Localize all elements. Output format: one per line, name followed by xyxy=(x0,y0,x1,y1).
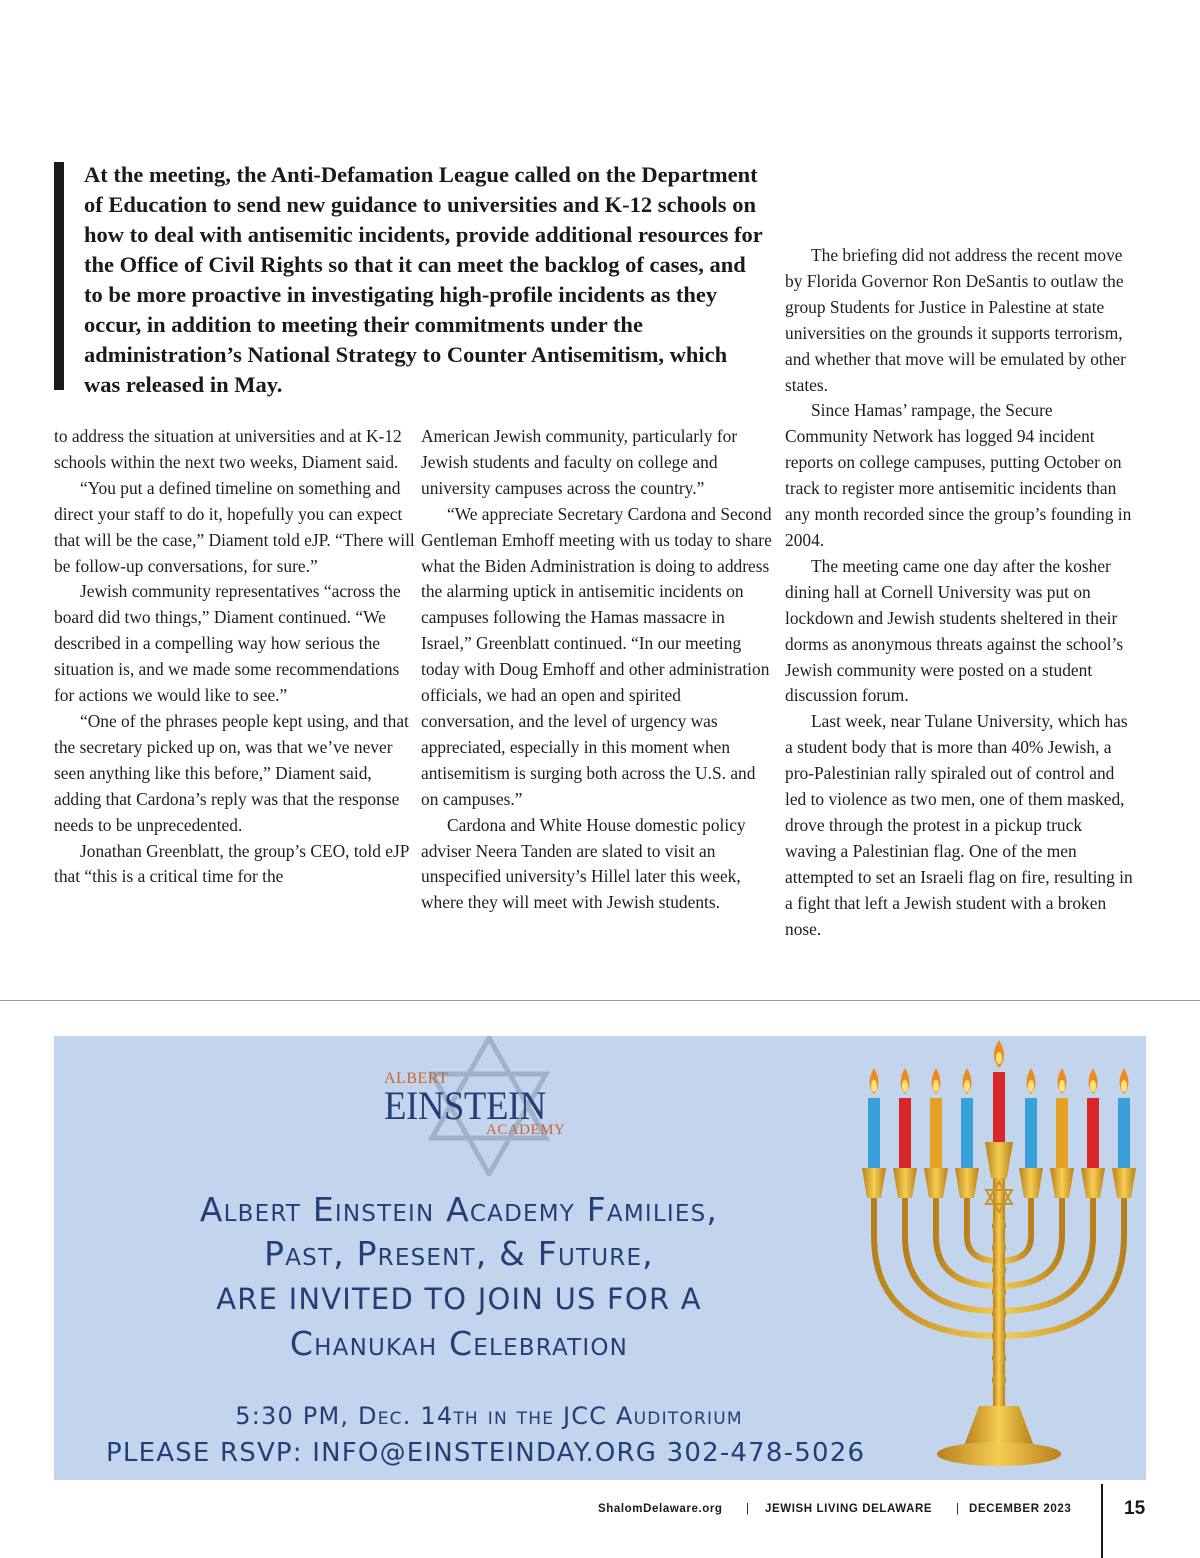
paragraph: Since Hamas’ rampage, the Secure Community Network has logged 94 incident reports on college campuses, putting October on track to register more antisemitic incidents than any month recorded since the group’s founding in 2004. xyxy=(785,400,1132,550)
paragraph: “One of the phrases people kept using, and that the secretary picked up on, was that we’ve never seen anything like this before,” Diament said, adding that Cardona’s reply was that the response needs to be unprecedented. xyxy=(54,710,409,835)
ad-event-title: Chanukah Celebration xyxy=(289,1324,629,1363)
paragraph: Cardona and White House domestic policy adviser Neera Tanden are slated to visit an unspecified university’s Hillel later this week, where they will meet with Jewish students. xyxy=(421,814,746,913)
footer-magazine-name: JEWISH LIVING DELAWARE xyxy=(765,1503,933,1515)
footer-separator: | xyxy=(956,1503,960,1515)
footer-issue-date: DECEMBER 2023 xyxy=(969,1503,1072,1515)
logo-einstein-text: EINSTEIN xyxy=(384,1083,546,1128)
chanukah-advertisement xyxy=(54,1036,1146,1480)
paragraph: to address the situation at universities and at K-12 schools within the next two weeks, Diament said. xyxy=(54,426,402,472)
ad-headline-line-2: Past, Present, & Future, xyxy=(264,1234,654,1273)
paragraph: Jonathan Greenblatt, the group’s CEO, told eJP that “this is a critical time for the xyxy=(54,840,409,887)
logo-academy-text: ACADEMY xyxy=(486,1122,566,1138)
article-column-3 xyxy=(785,243,1135,942)
ad-rsvp-contact: PLEASE RSVP: INFO@EINSTEINDAY.ORG 302-478-5026 xyxy=(106,1438,866,1468)
paragraph: “You put a defined timeline on something and direct your staff to do it, hopefully you can expect that will be the case,” Diament told eJP. “There will be follow-up conversations, for sure.” xyxy=(54,477,415,576)
footer-website: ShalomDelaware.org xyxy=(598,1503,723,1515)
section-divider xyxy=(0,1000,1200,1001)
pull-quote-text: At the meeting, the Anti-Defamation League called on the Department of Education to send new guidance to universities and K-12 schools on how to deal with antisemitic incidents, provide additional resources for the Office of Civil Rights so that it can meet the backlog of cases, and to be more proactive in investigating high-profile incidents as they occur, in addition to meeting their commitments under the administration’s National Strategy to Counter Antisemitism, which was released in May. xyxy=(84,162,763,397)
paragraph: The briefing did not address the recent move by Florida Governor Ron DeSantis to outlaw the group Students for Justice in Palestine at state universities on the grounds it supports terrorism, and whether that move will be emulated by other states. xyxy=(785,245,1126,395)
ad-headline-line-1: Albert Einstein Academy Families, xyxy=(199,1190,719,1229)
article-column-1 xyxy=(54,424,416,890)
paragraph: Last week, near Tulane University, which has a student body that is more than 40% Jewish, a pro-Palestinian rally spiraled out of control and led to violence as two men, one of them masked, drove through the protest in a pickup truck waving a Palestinian flag. One of the men attempted to set an Israeli flag on fire, resulting in a fight that left a Jewish student with a broken nose. xyxy=(785,711,1133,939)
footer-separator: | xyxy=(746,1503,750,1515)
paragraph: The meeting came one day after the kosher dining hall at Cornell University was put on lockdown and Jewish students sheltered in their dorms as anonymous threats against the school’s Jewish community were posted on a student discussion forum. xyxy=(785,555,1124,706)
menorah-icon xyxy=(854,1036,1144,1480)
page-number: 15 xyxy=(1124,1498,1146,1519)
logo-albert-text: ALBERT xyxy=(384,1070,449,1087)
article-column-2 xyxy=(421,424,776,916)
footer-vertical-rule xyxy=(1101,1484,1103,1558)
paragraph: American Jewish community, particularly for Jewish students and faculty on college and university campuses across the country.” xyxy=(421,426,738,498)
ad-headline-line-3: ARE INVITED TO JOIN US FOR A xyxy=(216,1282,702,1316)
paragraph: Jewish community representatives “across the board did two things,” Diament continued. “We described in a compelling way how serious the situation is, and we made some recommendations for actions we would like to see.” xyxy=(54,581,401,706)
pull-quote-bar xyxy=(54,162,64,390)
paragraph: “We appreciate Secretary Cardona and Second Gentleman Emhoff meeting with us today to share what the Biden Administration is doing to address the alarming uptick in antisemitic incidents on campuses following the Hamas massacre in Israel,” Greenblatt continued. “In our meeting today with Doug Emhoff and other administration officials, we had an open and spirited conversation, and the level of urgency was appreciated, especially in this moment when antisemitism is surging both across the U.S. and on campuses.” xyxy=(421,503,772,809)
academy-logo xyxy=(374,1036,594,1176)
ad-event-details: 5:30 PM, Dec. 14th in the JCC Auditorium xyxy=(235,1402,743,1430)
